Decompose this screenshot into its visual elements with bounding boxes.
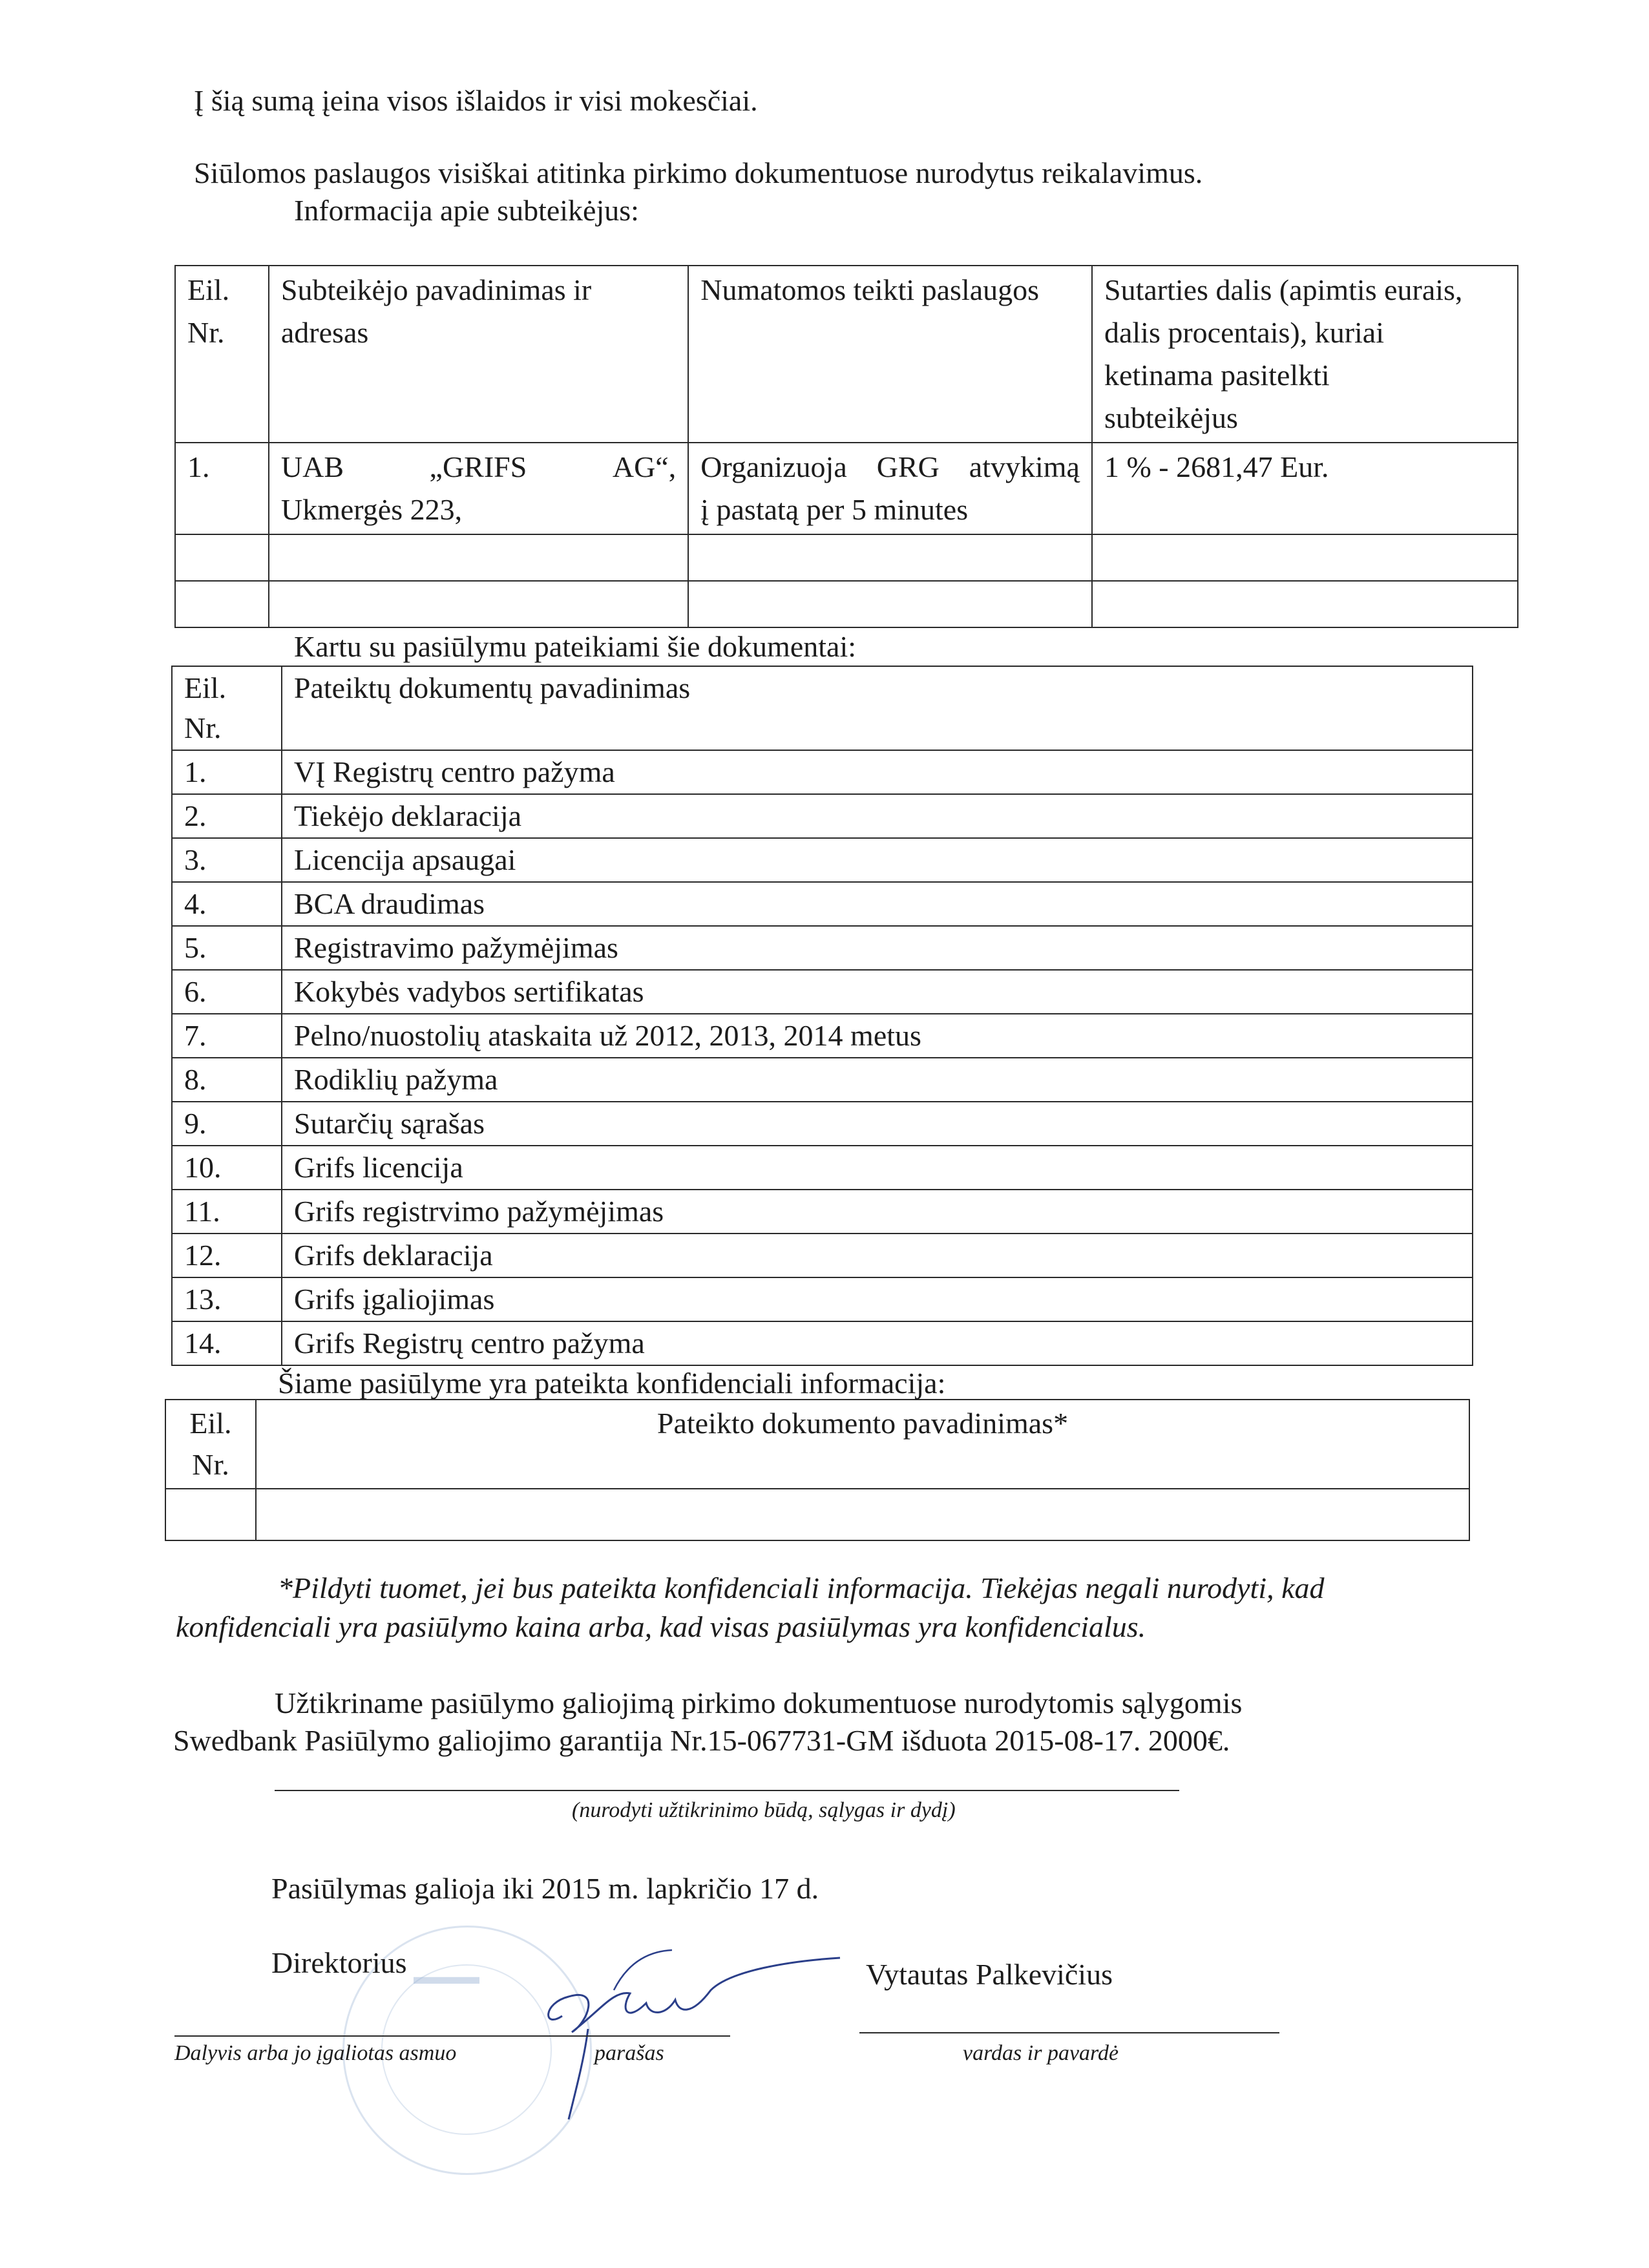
cell-document-name: Tiekėjo deklaracija bbox=[282, 794, 1473, 838]
caption-participant: Dalyvis arba jo įgaliotas asmuo bbox=[174, 2041, 457, 2065]
table-row bbox=[172, 1058, 1473, 1102]
cell-document-name: Sutarčių sąrašas bbox=[282, 1102, 1473, 1146]
table-row bbox=[172, 882, 1473, 926]
table-row bbox=[172, 1234, 1473, 1277]
intro-line-3: Informacija apie subteikėjus: bbox=[294, 194, 639, 227]
header-cell-no: Eil. Nr. bbox=[165, 1400, 256, 1489]
guarantee-line-2: Swedbank Pasiūlymo galiojimo garantija Nr.15-067731-GM išduota 2015-08-17. 2000€. bbox=[173, 1724, 1230, 1757]
header-cell-share: Sutarties dalis (apimtis eurais, dalis procentais), kuriai ketinama pasitelkti subteikėjus bbox=[1092, 266, 1518, 443]
header-cell-no: Eil. Nr. bbox=[172, 666, 282, 750]
confidential-table bbox=[165, 1399, 1470, 1541]
table-row bbox=[172, 1102, 1473, 1146]
cell-document-name: VĮ Registrų centro pažyma bbox=[282, 750, 1473, 794]
header-cell-no: Eil. Nr. bbox=[175, 266, 269, 443]
cell-document-name: Grifs licencija bbox=[282, 1146, 1473, 1190]
cell-document-name: BCA draudimas bbox=[282, 882, 1473, 926]
confidential-title: Šiame pasiūlyme yra pateikta konfidenciali informacija: bbox=[278, 1367, 946, 1400]
cell-name: UAB „GRIFS AG“, Ukmergės 223, bbox=[269, 443, 688, 534]
signer-name: Vytautas Palkevičius bbox=[866, 1958, 1113, 1991]
cell-document-name: Grifs įgaliojimas bbox=[282, 1277, 1473, 1321]
documents-rows bbox=[172, 750, 1473, 1365]
documents-table bbox=[171, 666, 1473, 1366]
cell-document-name: Licencija apsaugai bbox=[282, 838, 1473, 882]
guarantee-caption: (nurodyti užtikrinimo būdą, sąlygas ir dydį) bbox=[572, 1798, 956, 1822]
table-row bbox=[172, 1277, 1473, 1321]
cell-services: Organizuoja GRG atvykimą į pastatą per 5 minutes bbox=[688, 443, 1092, 534]
cell-no: 12. bbox=[172, 1234, 282, 1277]
cell-no: 9. bbox=[172, 1102, 282, 1146]
table-header-row bbox=[175, 266, 1518, 443]
header-cell-name: Subteikėjo pavadinimas ir adresas bbox=[269, 266, 688, 443]
cell-document-name: Registravimo pažymėjimas bbox=[282, 926, 1473, 970]
guarantee-underline bbox=[275, 1790, 1179, 1791]
signature-underline-left bbox=[174, 2035, 730, 2037]
cell-no: 2. bbox=[172, 794, 282, 838]
table-header-row bbox=[165, 1400, 1469, 1489]
table-row bbox=[172, 838, 1473, 882]
cell-no: 1. bbox=[175, 443, 269, 534]
cell-no: 6. bbox=[172, 970, 282, 1014]
table-row bbox=[172, 794, 1473, 838]
cell-no: 10. bbox=[172, 1146, 282, 1190]
footnote-line-2: konfidenciali yra pasiūlymo kaina arba, kad visas pasiūlymas yra konfidencialus. bbox=[176, 1610, 1146, 1643]
cell-share: 1 % - 2681,47 Eur. bbox=[1092, 443, 1518, 534]
footnote-line-1: *Pildyti tuomet, jei bus pateikta konfidenciali informacija. Tiekėjas negali nurodyti, kad bbox=[278, 1571, 1325, 1604]
stamp-mark: ▬▬▬ bbox=[414, 1964, 479, 1989]
handwritten-signature bbox=[517, 1926, 853, 2132]
cell-document-name: Grifs Registrų centro pažyma bbox=[282, 1321, 1473, 1365]
table-row bbox=[172, 750, 1473, 794]
cell-no: 7. bbox=[172, 1014, 282, 1058]
signature-underline-right bbox=[859, 2032, 1279, 2033]
caption-name: vardas ir pavardė bbox=[963, 2041, 1119, 2065]
table-row bbox=[165, 1489, 1469, 1540]
cell-no: 5. bbox=[172, 926, 282, 970]
cell-no: 8. bbox=[172, 1058, 282, 1102]
table-row bbox=[175, 534, 1518, 581]
caption-signature: parašas bbox=[594, 2041, 664, 2065]
table-row bbox=[172, 1014, 1473, 1058]
validity-text: Pasiūlymas galioja iki 2015 m. lapkričio 17 d. bbox=[271, 1872, 819, 1905]
table-row bbox=[172, 1321, 1473, 1365]
intro-line-1: Į šią sumą įeina visos išlaidos ir visi mokesčiai. bbox=[194, 84, 758, 117]
table-row bbox=[175, 581, 1518, 627]
header-cell-name: Pateiktų dokumentų pavadinimas bbox=[282, 666, 1473, 750]
cell-no: 4. bbox=[172, 882, 282, 926]
table-row bbox=[172, 1146, 1473, 1190]
cell-document-name: Rodiklių pažyma bbox=[282, 1058, 1473, 1102]
cell-no: 1. bbox=[172, 750, 282, 794]
cell-no: 3. bbox=[172, 838, 282, 882]
header-cell-name: Pateikto dokumento pavadinimas* bbox=[256, 1400, 1469, 1489]
table-row bbox=[172, 970, 1473, 1014]
cell-document-name: Kokybės vadybos sertifikatas bbox=[282, 970, 1473, 1014]
header-cell-services: Numatomos teikti paslaugos bbox=[688, 266, 1092, 443]
guarantee-line-1: Užtikriname pasiūlymo galiojimą pirkimo dokumentuose nurodytomis sąlygomis bbox=[275, 1686, 1243, 1719]
cell-no: 14. bbox=[172, 1321, 282, 1365]
cell-no: 13. bbox=[172, 1277, 282, 1321]
position-label: Direktorius bbox=[271, 1946, 407, 1979]
cell-document-name: Grifs deklaracija bbox=[282, 1234, 1473, 1277]
table-row bbox=[172, 926, 1473, 970]
subcontractors-table bbox=[174, 265, 1518, 628]
table-row bbox=[172, 1190, 1473, 1234]
cell-document-name: Grifs registrvimo pažymėjimas bbox=[282, 1190, 1473, 1234]
intro-line-2: Siūlomos paslaugos visiškai atitinka pirkimo dokumentuose nurodytus reikalavimus. bbox=[194, 156, 1203, 189]
documents-title: Kartu su pasiūlymu pateikiami šie dokumentai: bbox=[294, 630, 857, 663]
cell-document-name: Pelno/nuostolių ataskaita už 2012, 2013, 2014 metus bbox=[282, 1014, 1473, 1058]
table-header-row bbox=[172, 666, 1473, 750]
cell-no: 11. bbox=[172, 1190, 282, 1234]
table-row bbox=[175, 443, 1518, 534]
